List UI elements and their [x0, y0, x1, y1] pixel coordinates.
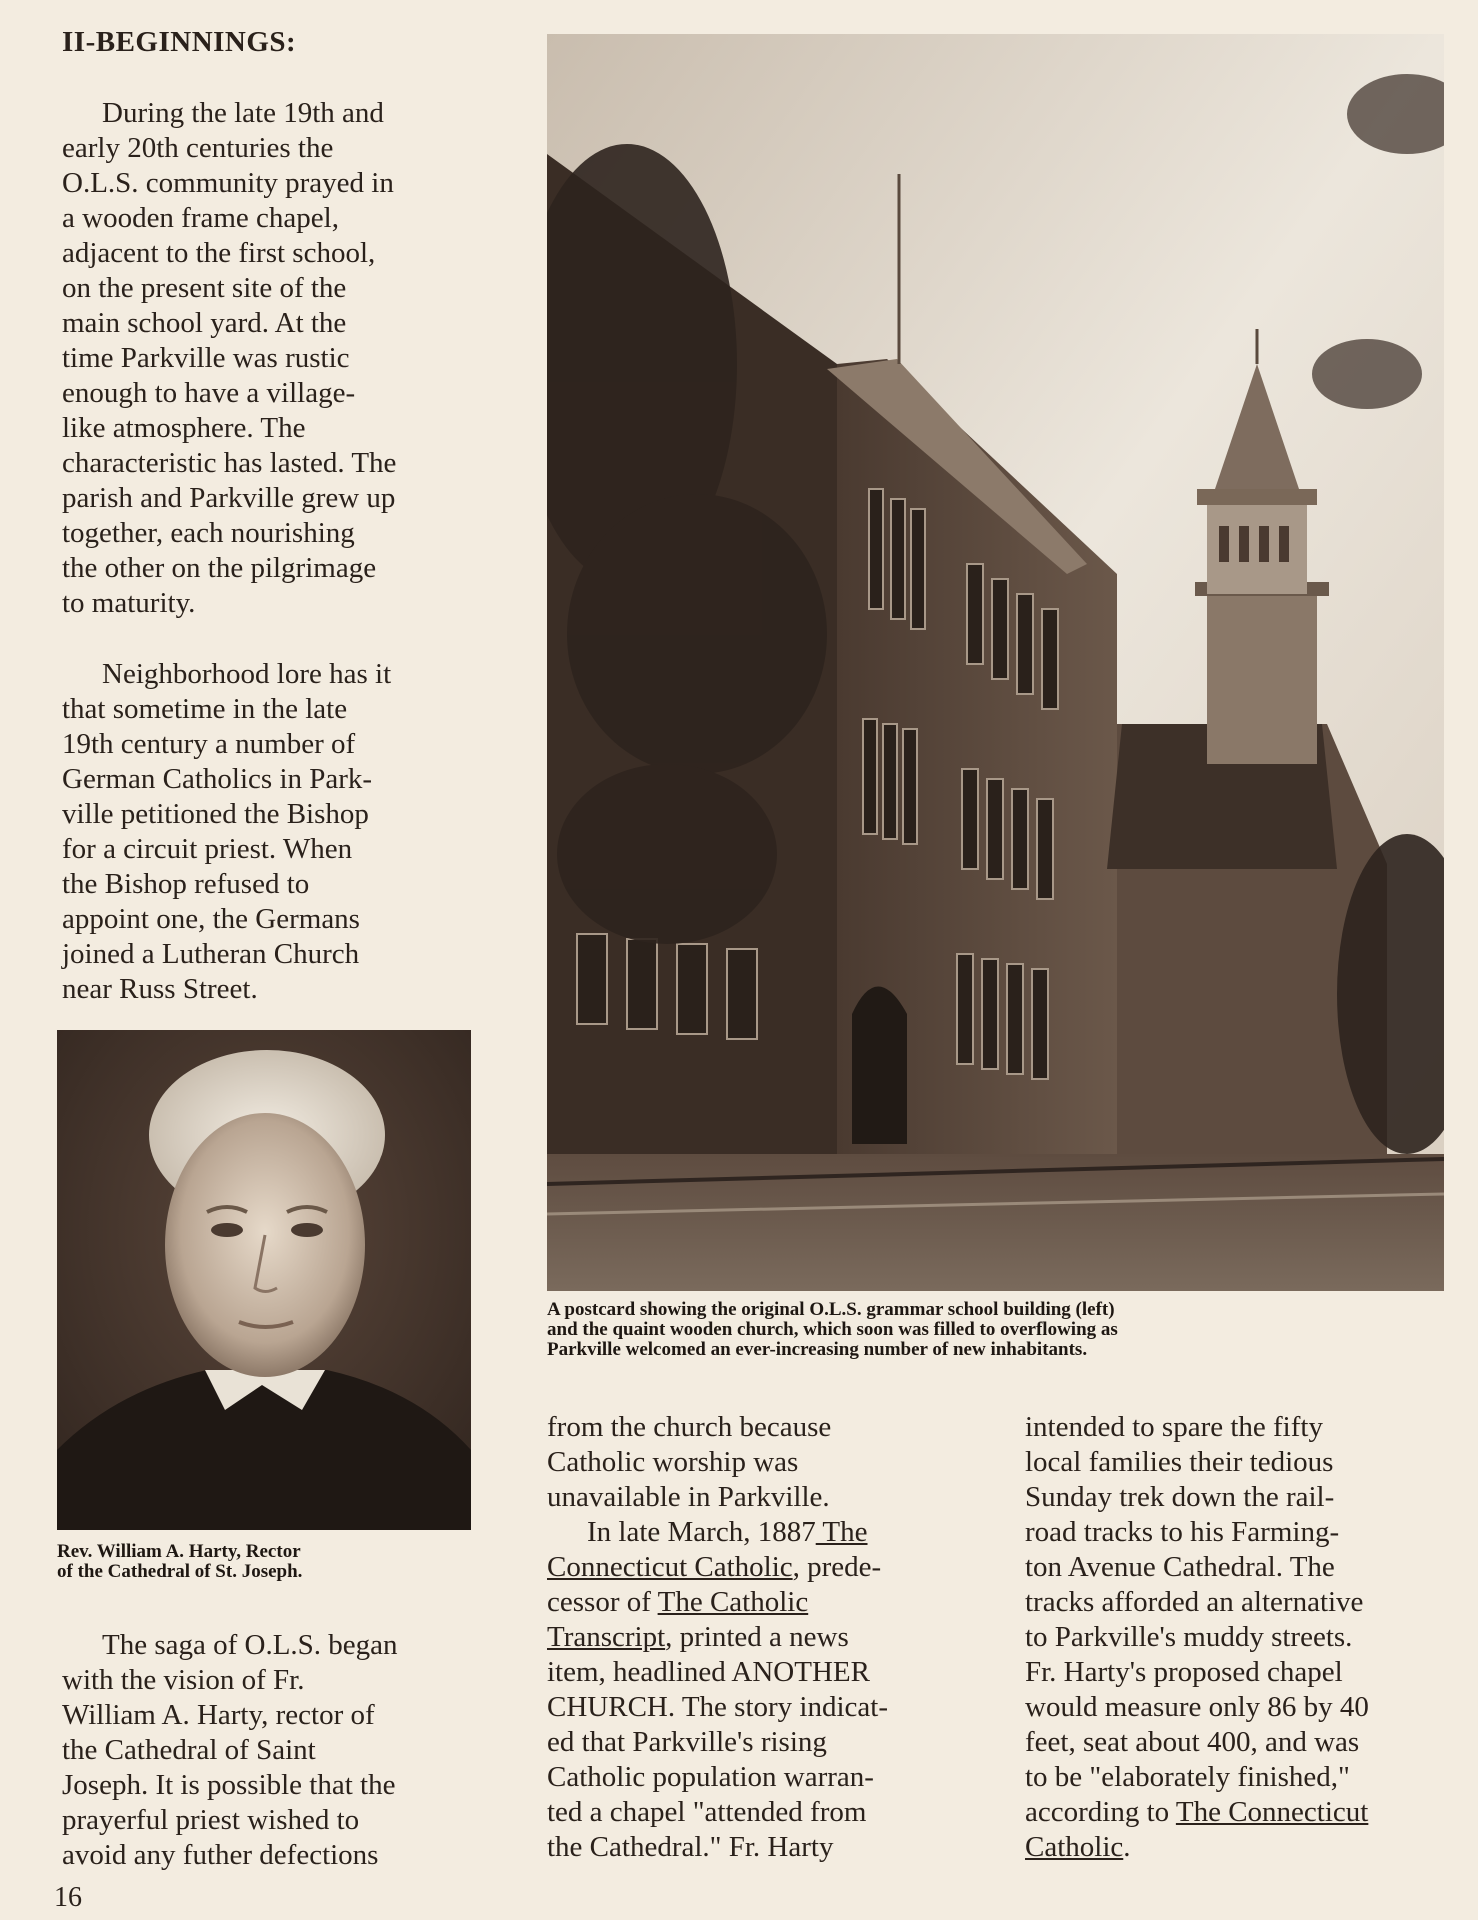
col2-line: ted a chapel "attended from: [547, 1796, 867, 1828]
text-line: Sunday trek down the rail-: [1025, 1481, 1335, 1513]
caption-line: Parkville welcomed an ever-increasing number of new inhabitants.: [547, 1339, 1088, 1360]
text-line: road tracks to his Farming-: [1025, 1516, 1340, 1548]
text-line: prayerful priest wished to: [62, 1804, 360, 1836]
text-line: local families their tedious: [1025, 1446, 1334, 1478]
text-line: O.L.S. community prayed in: [62, 167, 394, 199]
text-line: joined a Lutheran Church: [62, 938, 360, 970]
publication-title: The Connecticut: [1175, 1796, 1369, 1828]
text-line: main school yard. At the: [62, 307, 347, 339]
text-line: enough to have a village-: [62, 377, 356, 409]
text-line: like atmosphere. The: [62, 412, 306, 444]
col3-text: according to: [1025, 1796, 1176, 1828]
section-heading: II-BEGINNINGS:: [62, 26, 297, 58]
text-line: 19th century a number of: [62, 728, 356, 760]
text-line: early 20th centuries the: [62, 132, 334, 164]
text-line: that sometime in the late: [62, 693, 348, 725]
publication-title: Transcript: [547, 1621, 666, 1653]
caption-line: A postcard showing the original O.L.S. grammar school building (left): [547, 1299, 1115, 1320]
text-line: the Cathedral of Saint: [62, 1734, 316, 1766]
text-line: adjacent to the first school,: [62, 237, 376, 269]
column-3-ending: [1025, 1795, 1368, 1865]
text-line: with the vision of Fr.: [62, 1664, 305, 1696]
text-line: feet, seat about 400, and was: [1025, 1726, 1360, 1758]
col2-text: In late March, 1887: [587, 1516, 816, 1548]
paragraph-1: [62, 96, 396, 621]
text-line: a wooden frame chapel,: [62, 202, 339, 234]
text-line: ton Avenue Cathedral. The: [1025, 1551, 1335, 1583]
portrait-photo: [57, 1030, 471, 1530]
col2-line: item, headlined ANOTHER: [547, 1656, 870, 1688]
column-3-text: [1025, 1410, 1369, 1795]
portrait-caption: [57, 1542, 302, 1582]
text-line: The saga of O.L.S. began: [102, 1629, 398, 1661]
text-line: avoid any futher defections: [62, 1839, 379, 1871]
col2-line: CHURCH. The story indicat-: [547, 1691, 888, 1723]
text-line: Neighborhood lore has it: [102, 658, 392, 690]
text-line: ville petitioned the Bishop: [62, 798, 369, 830]
publication-title: Connecticut Catholic: [547, 1551, 793, 1583]
col2-line: the Cathedral." Fr. Harty: [547, 1831, 834, 1863]
col2-text: , prede-: [792, 1551, 882, 1583]
text-line: the other on the pilgrimage: [62, 552, 377, 584]
text-line: During the late 19th and: [102, 97, 384, 129]
text-line: would measure only 86 by 40: [1025, 1691, 1369, 1723]
text-line: William A. Harty, rector of: [62, 1699, 375, 1731]
page-number: 16: [54, 1882, 82, 1913]
col2-line: ed that Parkville's rising: [547, 1726, 827, 1758]
text-line: to be "elaborately finished,": [1025, 1761, 1350, 1793]
publication-title: The: [815, 1516, 868, 1548]
text-line: Fr. Harty's proposed chapel: [1025, 1656, 1343, 1688]
text-line: together, each nourishing: [62, 517, 355, 549]
col2-line: Catholic worship was: [547, 1446, 799, 1478]
text-line: characteristic has lasted. The: [62, 447, 397, 479]
publication-title: The Catholic: [657, 1586, 809, 1618]
caption-line: of the Cathedral of St. Joseph.: [57, 1561, 303, 1582]
caption-line: Rev. William A. Harty, Rector: [57, 1541, 301, 1562]
paragraph-3: [62, 1628, 398, 1873]
photo-caption: [547, 1300, 1118, 1360]
text-line: for a circuit priest. When: [62, 833, 353, 865]
text-line: time Parkville was rustic: [62, 342, 350, 374]
col2-line: unavailable in Parkville.: [547, 1481, 830, 1513]
text-line: appoint one, the Germans: [62, 903, 360, 935]
col2-line: Catholic population warran-: [547, 1761, 874, 1793]
text-line: tracks afforded an alternative: [1025, 1586, 1364, 1618]
text-line: German Catholics in Park-: [62, 763, 373, 795]
column-2-text: [547, 1410, 888, 1865]
text-line: near Russ Street.: [62, 973, 258, 1005]
col3-text: .: [1123, 1831, 1131, 1863]
paragraph-2: [62, 657, 391, 1007]
school-church-photo: [547, 34, 1444, 1291]
text-line: Joseph. It is possible that the: [62, 1769, 396, 1801]
caption-line: and the quaint wooden church, which soon was filled to overflowing as: [547, 1319, 1118, 1340]
col2-text: cessor of: [547, 1586, 658, 1618]
col2-text: , printed a news: [665, 1621, 849, 1653]
col2-line: from the church because: [547, 1411, 832, 1443]
publication-title: Catholic: [1025, 1831, 1124, 1863]
text-line: parish and Parkville grew up: [62, 482, 396, 514]
text-line: on the present site of the: [62, 272, 347, 304]
text-line: to maturity.: [62, 587, 196, 619]
text-line: to Parkville's muddy streets.: [1025, 1621, 1353, 1653]
text-line: the Bishop refused to: [62, 868, 310, 900]
text-line: intended to spare the fifty: [1025, 1411, 1323, 1443]
